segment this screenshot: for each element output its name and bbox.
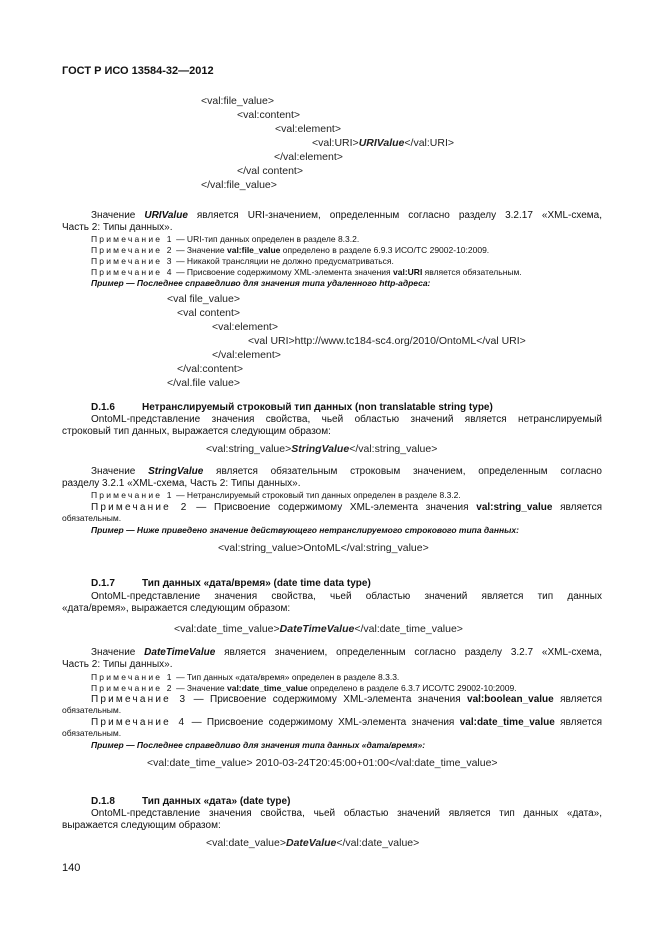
code-line: <val:element> — [275, 123, 341, 135]
code-line: <val content> — [177, 307, 241, 319]
code-line: <val:URI>URIValue</val:URI> — [312, 137, 455, 149]
paragraph-line: «дата/время», выражается следующим образом: — [62, 603, 291, 614]
code-line: <val:file_value> — [201, 95, 274, 107]
note-2: Примечание 2 — Присвоение содержимому XML-элемента значения val:string_value является — [91, 502, 603, 513]
code-line: </val content> — [237, 165, 303, 177]
paragraph-line: Значение URIValue является URI-значением, определенным согласно разделу 3.2.17 «XML-схема, — [91, 210, 602, 221]
code-line: <val:string_value>StringValue</val:string_value> — [206, 443, 438, 455]
code-line: <val file_value> — [167, 293, 240, 305]
page-number: 140 — [62, 862, 81, 874]
note-3-continuation: обязательным. — [62, 705, 122, 715]
paragraph-line: строковый тип данных, выражается следующим образом: — [62, 426, 331, 437]
example-caption: Пример — Ниже приведено значение действующего нетранслируемого строкового типа данных: — [91, 525, 519, 535]
note-3: Примечание 3 — Никакой трансляции не должно предусматриваться. — [91, 256, 394, 266]
code-line: <val:string_value>OntoML</val:string_value> — [218, 542, 429, 554]
note-2: Примечание 2 — Значение val:date_time_value определено в разделе 6.3.7 ИСО/ТС 29002-10:2009. — [91, 683, 517, 693]
paragraph-line: OntoML-представление значения свойства, чьей областью значений является тип данных «дата», — [91, 808, 602, 819]
note-3: Примечание 3 — Присвоение содержимому XML-элемента значения val:boolean_value является — [91, 694, 602, 705]
code-line: </val.file value> — [167, 377, 240, 389]
note-4: Примечание 4 — Присвоение содержимому XML-элемента значения val:date_time_value является — [91, 717, 603, 728]
code-line: <val:content> — [237, 109, 301, 121]
paragraph-line: OntoML-представление значения свойства, чьей областью значений является тип данных — [91, 591, 602, 602]
code-line: <val URI>http://www.tc184-sc4.org/2010/OntoML</val URI> — [248, 335, 526, 347]
code-line: <val:element> — [212, 321, 278, 333]
paragraph-line: OntoML-представление значения свойства, чьей областью значений является нетранслируемый — [91, 414, 602, 425]
code-line: </val:element> — [274, 151, 343, 163]
section-number: D.1.6 — [91, 402, 115, 413]
section-title: Тип данных «дата» (date type) — [142, 796, 291, 807]
note-2-continuation: обязательным. — [62, 513, 122, 523]
paragraph-line: Часть 2: Типы данных». — [62, 222, 173, 233]
note-1: Примечание 1 — Нетранслируемый строковый тип данных определен в разделе 8.3.2. — [91, 490, 461, 500]
note-4: Примечание 4 — Присвоение содержимому XML-элемента значения val:URI является обязательным. — [91, 267, 522, 277]
paragraph-line: Значение StringValue является обязательным строковым значением, определенным согласно — [91, 466, 602, 477]
example-caption: Пример — Последнее справедливо для значения типа удаленного http-адреса: — [91, 278, 431, 288]
code-line: </val:element> — [212, 349, 281, 361]
document-header: ГОСТ Р ИСО 13584-32—2012 — [62, 65, 214, 77]
code-line: <val:date_time_value>DateTimeValue</val:date_time_value> — [174, 623, 463, 635]
example-caption: Пример — Последнее справедливо для значения типа данных «дата/время»: — [91, 740, 426, 750]
paragraph-line: Значение DateTimeValue является значением, определенным согласно разделу 3.2.7 «XML-схема, — [91, 647, 602, 658]
section-title: Нетранслируемый строковый тип данных (non translatable string type) — [142, 402, 493, 413]
note-1: Примечание 1 — URI-тип данных определен в разделе 8.3.2. — [91, 234, 360, 244]
paragraph-line: выражается следующим образом: — [62, 820, 221, 831]
note-2: Примечание 2 — Значение val:file_value определено в разделе 6.9.3 ИСО/ТС 29002-10:2009. — [91, 245, 490, 255]
section-number: D.1.7 — [91, 578, 115, 589]
code-line: </val:content> — [177, 363, 243, 375]
paragraph-line: Часть 2: Типы данных». — [62, 659, 173, 670]
note-4-continuation: обязательным. — [62, 728, 122, 738]
note-1: Примечание 1 — Тип данных «дата/время» определен в разделе 8.3.3. — [91, 672, 400, 682]
paragraph-line: разделу 3.2.1 «XML-схема, Часть 2: Типы данных». — [62, 478, 301, 489]
section-number: D.1.8 — [91, 796, 115, 807]
section-title: Тип данных «дата/время» (date time data type) — [142, 578, 371, 589]
code-line: <val:date_time_value> 2010-03-24T20:45:00+01:00</val:date_time_value> — [147, 757, 498, 769]
code-line: </val:file_value> — [201, 179, 277, 191]
code-line: <val:date_value>DateValue</val:date_value> — [206, 837, 420, 849]
